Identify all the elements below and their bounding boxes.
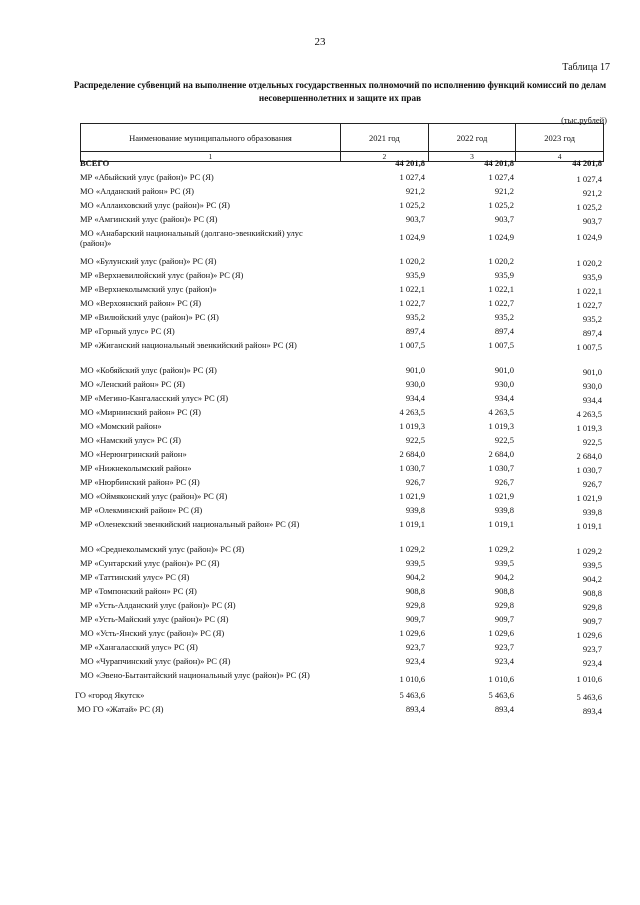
municipality-name: МР «Сунтарский улус (район)» РС (Я) xyxy=(80,558,220,568)
value-2021: 908,8 xyxy=(405,586,425,596)
value-2023: 935,9 xyxy=(582,272,602,282)
municipality-name: МО «Чурапчинский улус (район)» РС (Я) xyxy=(80,656,231,666)
value-2021: 1 027,4 xyxy=(399,172,425,182)
value-2022: 5 463,6 xyxy=(488,690,514,700)
value-2021: 926,7 xyxy=(405,477,425,487)
index-cell-2: 2 xyxy=(340,152,428,162)
value-2021: 935,2 xyxy=(405,312,425,322)
value-2021: 939,5 xyxy=(405,558,425,568)
municipality-name: МО ГО «Жатай» РС (Я) xyxy=(77,704,164,714)
value-2023: 2 684,0 xyxy=(576,451,602,461)
value-2023: 1 019,1 xyxy=(576,521,602,531)
value-2022: 935,9 xyxy=(494,270,514,280)
municipality-name: МО «Намский улус» РС (Я) xyxy=(80,435,181,445)
municipality-name: МР «Жиганский национальный эвенкийский район» РС (Я) xyxy=(80,340,297,350)
value-2022: 1 024,9 xyxy=(488,232,514,242)
value-2022: 1 007,5 xyxy=(488,340,514,350)
municipality-name: МР «Амгинский улус (район)» РС (Я) xyxy=(80,214,218,224)
municipality-name: МР «Усть-Алданский улус (район)» РС (Я) xyxy=(80,600,236,610)
value-2022: 909,7 xyxy=(494,614,514,624)
value-2022: 901,0 xyxy=(494,365,514,375)
value-2021: 935,9 xyxy=(405,270,425,280)
value-2022: 926,7 xyxy=(494,477,514,487)
municipality-name: МО «Момский район» xyxy=(80,421,162,431)
value-2023: 934,4 xyxy=(582,395,602,405)
value-2022: 1 030,7 xyxy=(488,463,514,473)
value-2022: 929,8 xyxy=(494,600,514,610)
value-2022: 1 025,2 xyxy=(488,200,514,210)
value-2021: 929,8 xyxy=(405,600,425,610)
value-2022: 1 019,1 xyxy=(488,519,514,529)
value-2021: 897,4 xyxy=(405,326,425,336)
municipality-name: МР «Олекминский район» РС (Я) xyxy=(80,505,203,515)
value-2022: 2 684,0 xyxy=(488,449,514,459)
value-2021: 901,0 xyxy=(405,365,425,375)
municipality-name: МР «Горный улус» РС (Я) xyxy=(80,326,175,336)
municipality-name: МР «Нижнеколымский район» xyxy=(80,463,192,473)
municipality-name: ВСЕГО xyxy=(80,158,110,168)
municipality-name: МО «Нерюнгринский район» xyxy=(80,449,187,459)
value-2023: 929,8 xyxy=(582,602,602,612)
value-2022: 44 201,8 xyxy=(484,158,514,168)
value-2021: 1 029,2 xyxy=(399,544,425,554)
value-2023: 923,7 xyxy=(582,644,602,654)
municipality-name: МО «Булунский улус (район)» РС (Я) xyxy=(80,256,217,266)
value-2023: 897,4 xyxy=(582,328,602,338)
header-name-column: Наименование муниципального образования xyxy=(81,124,341,152)
municipality-name: МО «Алданский район» РС (Я) xyxy=(80,186,194,196)
value-2021: 4 263,5 xyxy=(399,407,425,417)
value-2023: 901,0 xyxy=(582,367,602,377)
value-2023: 1 027,4 xyxy=(576,174,602,184)
value-2023: 1 010,6 xyxy=(576,674,602,684)
header-year-2021: 2021 год xyxy=(340,124,428,152)
value-2022: 921,2 xyxy=(494,186,514,196)
value-2022: 893,4 xyxy=(494,704,514,714)
value-2023: 909,7 xyxy=(582,616,602,626)
value-2023: 1 020,2 xyxy=(576,258,602,268)
value-2021: 930,0 xyxy=(405,379,425,389)
municipality-name: МО «Ленский район» РС (Я) xyxy=(80,379,185,389)
value-2022: 939,8 xyxy=(494,505,514,515)
value-2021: 1 025,2 xyxy=(399,200,425,210)
municipality-name: МР «Верхневилюйский улус (район)» РС (Я) xyxy=(80,270,244,280)
value-2021: 903,7 xyxy=(405,214,425,224)
value-2023: 1 029,6 xyxy=(576,630,602,640)
value-2023: 939,5 xyxy=(582,560,602,570)
value-2023: 5 463,6 xyxy=(576,692,602,702)
value-2023: 1 022,7 xyxy=(576,300,602,310)
municipality-name: МР «Вилюйский улус (район)» РС (Я) xyxy=(80,312,219,322)
value-2022: 908,8 xyxy=(494,586,514,596)
value-2022: 1 029,6 xyxy=(488,628,514,638)
municipality-name: МР «Таттинский улус» РС (Я) xyxy=(80,572,190,582)
value-2021: 2 684,0 xyxy=(399,449,425,459)
municipality-name: МО «Кобяйский улус (район)» РС (Я) xyxy=(80,365,217,375)
value-2021: 1 019,1 xyxy=(399,519,425,529)
value-2023: 1 030,7 xyxy=(576,465,602,475)
value-2023: 893,4 xyxy=(582,706,602,716)
value-2021: 909,7 xyxy=(405,614,425,624)
value-2021: 1 019,3 xyxy=(399,421,425,431)
municipality-name: МР «Нюрбинский район» РС (Я) xyxy=(80,477,200,487)
municipality-name: МО «Мирнинский район» РС (Я) xyxy=(80,407,201,417)
value-2023: 904,2 xyxy=(582,574,602,584)
value-2021: 1 020,2 xyxy=(399,256,425,266)
value-2023: 1 025,2 xyxy=(576,202,602,212)
value-2023: 44 201,8 xyxy=(572,158,602,168)
value-2022: 923,4 xyxy=(494,656,514,666)
page-number: 23 xyxy=(314,36,326,48)
municipality-name: ГО «город Якутск» xyxy=(75,690,145,700)
value-2023: 935,2 xyxy=(582,314,602,324)
value-2021: 1 022,7 xyxy=(399,298,425,308)
municipality-name: МО «Усть-Янский улус (район)» РС (Я) xyxy=(80,628,225,638)
value-2023: 1 021,9 xyxy=(576,493,602,503)
value-2022: 1 029,2 xyxy=(488,544,514,554)
index-cell-4: 4 xyxy=(516,152,604,162)
document-title: Распределение субвенций на выполнение отдельных государственных полномочий по исполнению функций комиссий по делам несовершеннолетних и защите их прав xyxy=(73,80,607,103)
table-label: Таблица 17 xyxy=(562,62,610,73)
value-2021: 923,7 xyxy=(405,642,425,652)
value-2021: 1 010,6 xyxy=(399,674,425,684)
value-2023: 1 022,1 xyxy=(576,286,602,296)
value-2022: 939,5 xyxy=(494,558,514,568)
value-2021: 922,5 xyxy=(405,435,425,445)
value-2023: 939,8 xyxy=(582,507,602,517)
municipality-name: МР «Верхнеколымский улус (район)» xyxy=(80,284,217,294)
value-2023: 1 019,3 xyxy=(576,423,602,433)
value-2022: 897,4 xyxy=(494,326,514,336)
value-2022: 1 027,4 xyxy=(488,172,514,182)
value-2021: 44 201,8 xyxy=(395,158,425,168)
value-2022: 923,7 xyxy=(494,642,514,652)
value-2023: 903,7 xyxy=(582,216,602,226)
value-2021: 921,2 xyxy=(405,186,425,196)
value-2023: 908,8 xyxy=(582,588,602,598)
value-2023: 921,2 xyxy=(582,188,602,198)
value-2022: 1 022,7 xyxy=(488,298,514,308)
value-2023: 926,7 xyxy=(582,479,602,489)
units-label: (тыс.рублей) xyxy=(561,115,607,125)
index-cell-3: 3 xyxy=(428,152,516,162)
value-2021: 893,4 xyxy=(405,704,425,714)
header-year-2022: 2022 год xyxy=(428,124,516,152)
value-2022: 935,2 xyxy=(494,312,514,322)
table-header xyxy=(80,123,604,162)
municipality-name: МО «Эвено-Бытантайский национальный улус (район)» РС (Я) xyxy=(80,670,310,680)
value-2022: 1 010,6 xyxy=(488,674,514,684)
value-2023: 923,4 xyxy=(582,658,602,668)
municipality-name: МО «Анабарский национальный (долгано-эвенкийский) улус (район)» xyxy=(80,228,303,248)
value-2021: 1 022,1 xyxy=(399,284,425,294)
value-2021: 1 007,5 xyxy=(399,340,425,350)
value-2021: 1 030,7 xyxy=(399,463,425,473)
value-2022: 1 021,9 xyxy=(488,491,514,501)
municipality-name: МР «Томпонский район» РС (Я) xyxy=(80,586,197,596)
value-2022: 930,0 xyxy=(494,379,514,389)
value-2021: 923,4 xyxy=(405,656,425,666)
value-2021: 5 463,6 xyxy=(399,690,425,700)
value-2022: 934,4 xyxy=(494,393,514,403)
value-2021: 1 029,6 xyxy=(399,628,425,638)
value-2022: 1 022,1 xyxy=(488,284,514,294)
value-2021: 904,2 xyxy=(405,572,425,582)
municipality-name: МР «Абыйский улус (район)» РС (Я) xyxy=(80,172,214,182)
value-2023: 4 263,5 xyxy=(576,409,602,419)
value-2022: 904,2 xyxy=(494,572,514,582)
value-2023: 1 024,9 xyxy=(576,232,602,242)
municipality-name: МР «Оленекский эвенкийский национальный район» РС (Я) xyxy=(80,519,300,529)
municipality-name: МО «Аллаиховский улус (район)» РС (Я) xyxy=(80,200,230,210)
municipality-name: МО «Верхоянский район» РС (Я) xyxy=(80,298,202,308)
header-year-2023: 2023 год xyxy=(516,124,604,152)
value-2023: 930,0 xyxy=(582,381,602,391)
value-2022: 1 019,3 xyxy=(488,421,514,431)
index-cell-1: 1 xyxy=(81,152,341,162)
municipality-name: МО «Оймяконский улус (район)» РС (Я) xyxy=(80,491,228,501)
value-2021: 934,4 xyxy=(405,393,425,403)
value-2023: 1 029,2 xyxy=(576,546,602,556)
value-2023: 1 007,5 xyxy=(576,342,602,352)
municipality-name: МР «Усть-Майский улус (район)» РС (Я) xyxy=(80,614,229,624)
value-2021: 939,8 xyxy=(405,505,425,515)
value-2022: 903,7 xyxy=(494,214,514,224)
municipality-name: МО «Среднеколымский улус (район)» РС (Я) xyxy=(80,544,245,554)
value-2022: 4 263,5 xyxy=(488,407,514,417)
value-2022: 922,5 xyxy=(494,435,514,445)
value-2021: 1 024,9 xyxy=(399,232,425,242)
municipality-name: МР «Мегино-Кангаласский улус» РС (Я) xyxy=(80,393,229,403)
value-2023: 922,5 xyxy=(582,437,602,447)
header-row xyxy=(81,124,604,152)
municipality-name: МР «Хангаласский улус» РС (Я) xyxy=(80,642,198,652)
value-2021: 1 021,9 xyxy=(399,491,425,501)
value-2022: 1 020,2 xyxy=(488,256,514,266)
